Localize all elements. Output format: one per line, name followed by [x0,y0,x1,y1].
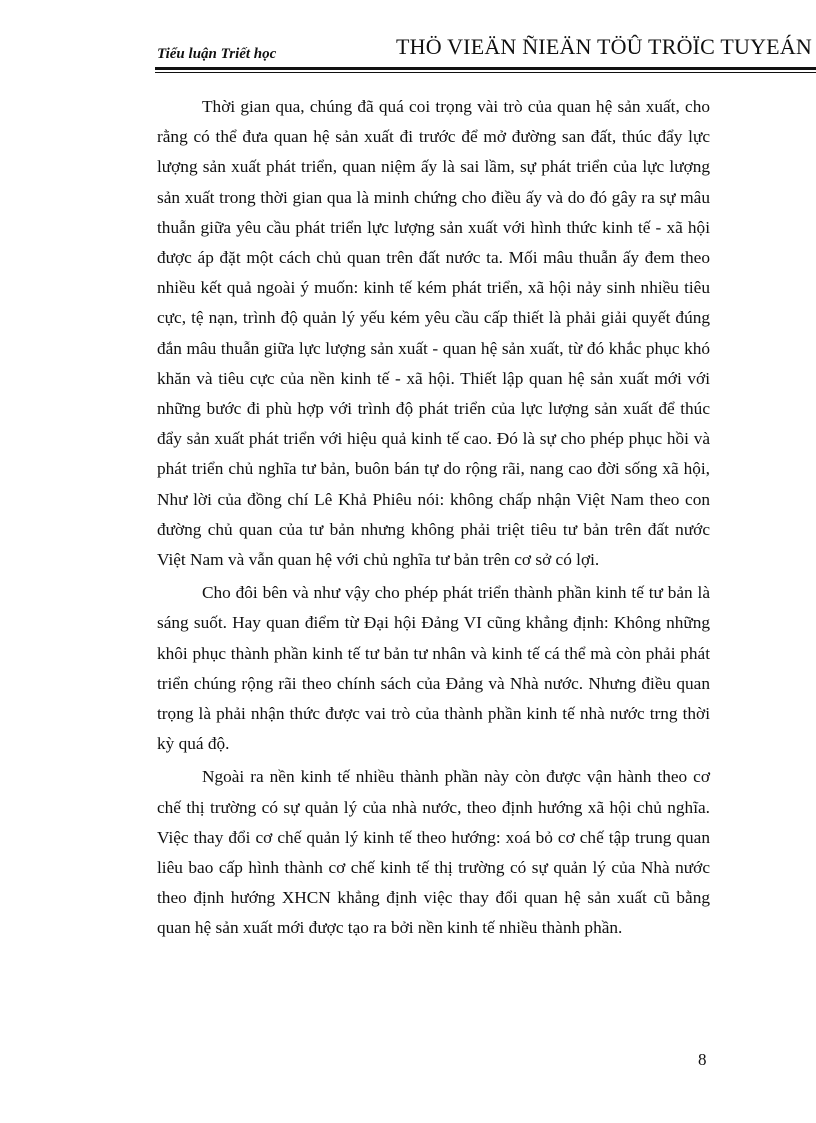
page-number: 8 [698,1050,707,1069]
paragraph-1: Thời gian qua, chúng đã quá coi trọng vài trò của quan hệ sản xuất, cho rằng có thể đưa quan hệ sản xuất đi trước để mở đường san đất, thúc đẩy lực lượng sản xuất phát triển, quan niệm ấy là sai lầm, sự phát triển của lực lượng sản xuất trong thời gian qua là minh chứng cho điều ấy và do đó gây ra sự mâu thuẫn giữa yêu cầu phát triển lực lượng sản xuất với hình thức kinh tế - xã hội được áp đặt một cách chủ quan trên đất nước ta. Mối mâu thuẫn ấy đem theo nhiều kết quả ngoài ý muốn: kinh tế kém phát triển, xã hội nảy sinh nhiều tiêu cực, tệ nạn, trình độ quản lý yếu kém yêu cầu cấp thiết là phải giải quyết đúng đắn mâu thuẫn giữa lực lượng sản xuất - quan hệ sản xuất, từ đó khắc phục khó khăn và tiêu cực của nền kinh tế - xã hội. Thiết lập quan hệ sản xuất mới với những bước đi phù hợp với trình độ phát triển của lực lượng sản xuất để thúc đẩy sản xuất phát triển với hiệu quả kinh tế cao. Đó là sự cho phép phục hồi và phát triển chủ nghĩa tư bản, buôn bán tự do rộng rãi, nang cao đời sống xã hội, Như lời của đồng chí Lê Khả Phiêu nói: không chấp nhận Việt Nam theo con đường chủ quan của tư bản nhưng không phải triệt tiêu tư bản trên đất nước Việt Nam và vẫn quan hệ với chủ nghĩa tư bản trên cơ sở có lợi. [157,97,710,570]
body-text [157,92,710,944]
library-banner: THÖ VIEÄN ÑIEÄN TÖÛ TRÖÏC TUYEÁN [395,34,812,59]
paragraph-3: Ngoài ra nền kinh tế nhiều thành phần này còn được vận hành theo cơ chế thị trường có sự quản lý của nhà nước, theo định hướng xã hội chủ nghĩa. Việc thay đổi cơ chế quản lý kinh tế theo hướng: xoá bỏ cơ chế tập trung quan liêu bao cấp hình thành cơ chế kinh tế thị trường có sự quản lý của Nhà nước theo định hướng XHCN khẳng định việc thay đổi quan hệ sản xuất cũ bằng quan hệ sản xuất mới được tạo ra bởi nền kinh tế nhiều thành phần. [157,767,710,938]
header-rule-thick [155,67,816,70]
paragraph-2: Cho đôi bên và như vậy cho phép phát triển thành phần kinh tế tư bản là sáng suốt. Hay quan điểm từ Đại hội Đảng VI cũng khẳng định: Không những khôi phục thành phần kinh tế tư bản tư nhân và kinh tế cá thể mà còn phải phát triển chúng rộng rãi theo chính sách của Đảng và Nhà nước. Nhưng điều quan trọng là phải nhận thức được vai trò của thành phần kinh tế nhà nước trng thời kỳ quá độ. [157,583,710,754]
document-title: Tiểu luận Triết học [157,46,277,62]
header-rule-thin [155,72,816,73]
